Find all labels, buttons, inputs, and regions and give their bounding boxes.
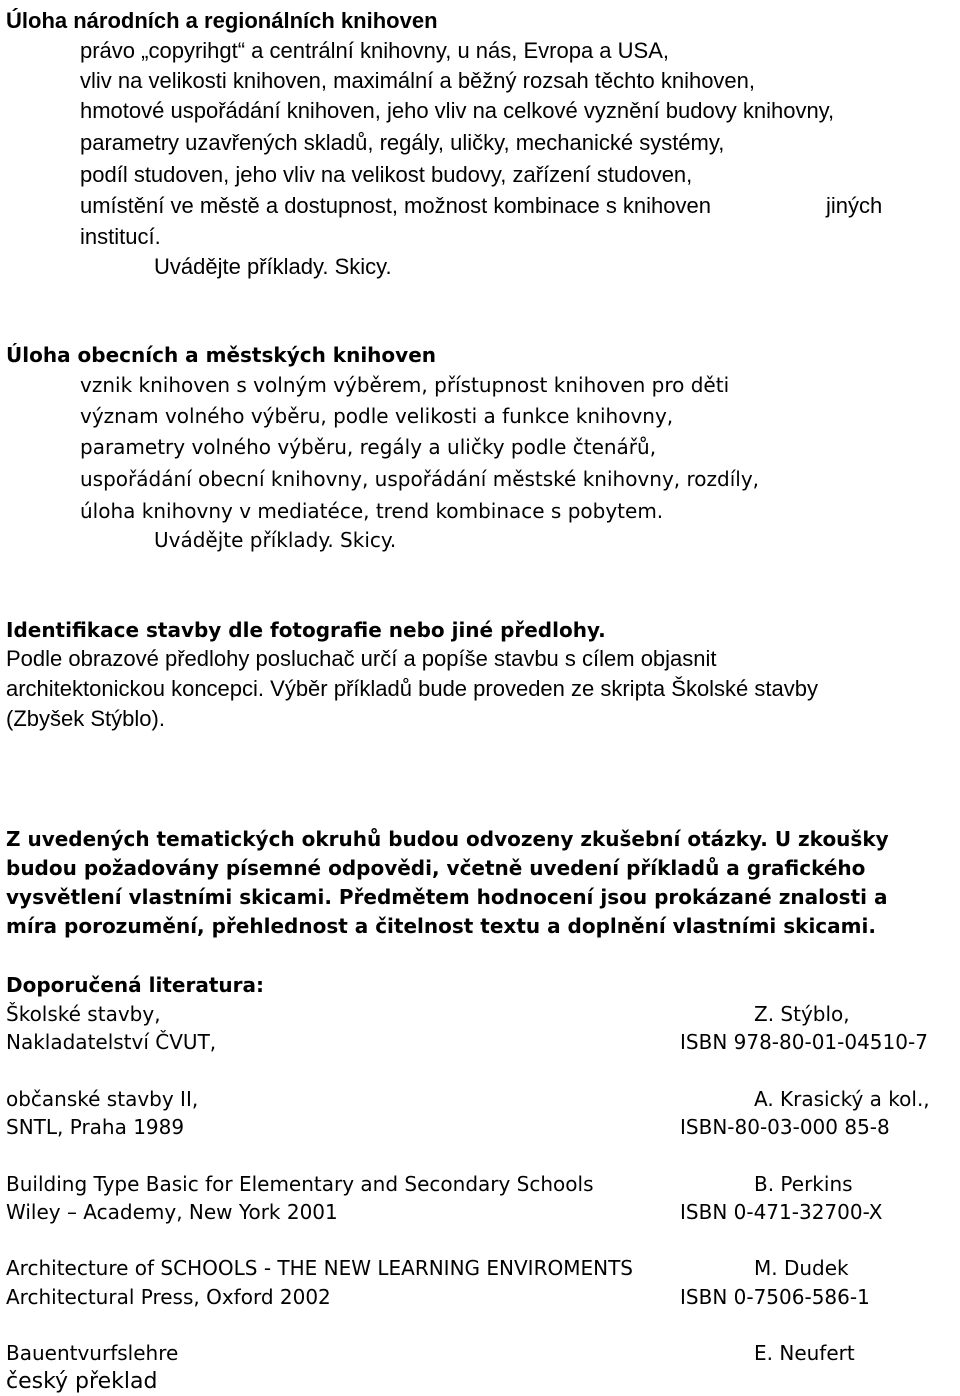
section1-line: právo „copyrihgt“ a centrální knihovny, u nás, Evropa a USA, xyxy=(80,38,669,63)
book-author: E. Neufert xyxy=(754,1341,855,1365)
book-isbn: ISBN 0-471-32700-X xyxy=(680,1200,883,1224)
book-title: Building Type Basic for Elementary and Secondary Schools xyxy=(6,1172,594,1196)
book-publisher: český překlad xyxy=(6,1369,158,1394)
book-title: Školské stavby, xyxy=(6,1002,161,1026)
section1-heading: Úloha národních a regionálních knihoven xyxy=(6,8,438,33)
book-title: občanské stavby II, xyxy=(6,1087,199,1111)
section1-examples: Uvádějte příklady. Skicy. xyxy=(154,254,392,279)
section2-heading: Úloha obecních a městských knihoven xyxy=(6,343,436,367)
section2-line: uspořádání obecní knihovny, uspořádání městské knihovny, rozdíly, xyxy=(80,467,760,491)
section1-line: hmotové uspořádání knihoven, jeho vliv na celkové vyznění budovy knihovny, xyxy=(80,98,835,123)
book-publisher: Architectural Press, Oxford 2002 xyxy=(6,1285,331,1309)
section1-line: parametry uzavřených skladů, regály, uličky, mechanické systémy, xyxy=(80,130,725,155)
book-author: M. Dudek xyxy=(754,1256,849,1280)
exam-note-line: Z uvedených tematických okruhů budou odvozeny zkušební otázky. U zkoušky xyxy=(6,827,889,851)
book-title: Architecture of SCHOOLS - THE NEW LEARNING ENVIROMENTS xyxy=(6,1256,633,1280)
book-publisher: SNTL, Praha 1989 xyxy=(6,1115,185,1139)
book-isbn: ISBN 978-80-01-04510-7 xyxy=(680,1030,928,1054)
book-publisher: Wiley – Academy, New York 2001 xyxy=(6,1200,338,1224)
section3-heading: Identifikace stavby dle fotografie nebo jiné předlohy. xyxy=(6,618,606,642)
book-author: B. Perkins xyxy=(754,1172,853,1196)
book-isbn: ISBN 0-7506-586-1 xyxy=(680,1285,870,1309)
section2-line: vznik knihoven s volným výběrem, přístupnost knihoven pro děti xyxy=(80,373,730,397)
section2-line: úloha knihovny v mediatéce, trend kombinace s pobytem. xyxy=(80,499,664,523)
exam-note-line: míra porozumění, přehlednost a čitelnost textu a doplnění vlastními skicami. xyxy=(6,914,876,938)
section3-line: Podle obrazové předlohy posluchač určí a popíše stavbu s cílem objasnit xyxy=(6,646,717,671)
section3-line: architektonickou koncepci. Výběr příkladů bude proveden ze skripta Školské stavby xyxy=(6,676,818,701)
section1-line: institucí. xyxy=(80,224,161,249)
book-isbn: ISBN-80-03-000 85-8 xyxy=(680,1115,890,1139)
book-author: Z. Stýblo, xyxy=(754,1002,850,1026)
literature-heading: Doporučená literatura: xyxy=(6,973,264,997)
section2-line: parametry volného výběru, regály a uličky podle čtenářů, xyxy=(80,435,657,459)
section1-line: vliv na velikosti knihoven, maximální a běžný rozsah těchto knihoven, xyxy=(80,68,756,93)
exam-note-line: budou požadovány písemné odpovědi, včetně uvedení příkladů a grafického xyxy=(6,856,866,880)
section1-line-tail: jiných xyxy=(826,193,883,218)
book-title: Bauentvurfslehre xyxy=(6,1341,179,1365)
section1-line: podíl studoven, jeho vliv na velikost budovy, zařízení studoven, xyxy=(80,162,693,187)
book-author: A. Krasický a kol., xyxy=(754,1087,930,1111)
exam-note-line: vysvětlení vlastními skicami. Předmětem hodnocení jsou prokázané znalosti a xyxy=(6,885,888,909)
book-publisher: Nakladatelství ČVUT, xyxy=(6,1030,217,1054)
section3-line: (Zbyšek Stýblo). xyxy=(6,706,165,731)
section2-line: význam volného výběru, podle velikosti a funkce knihovny, xyxy=(80,404,674,428)
section2-examples: Uvádějte příklady. Skicy. xyxy=(154,528,397,552)
section1-line: umístění ve městě a dostupnost, možnost kombinace s knihoven xyxy=(80,193,711,218)
